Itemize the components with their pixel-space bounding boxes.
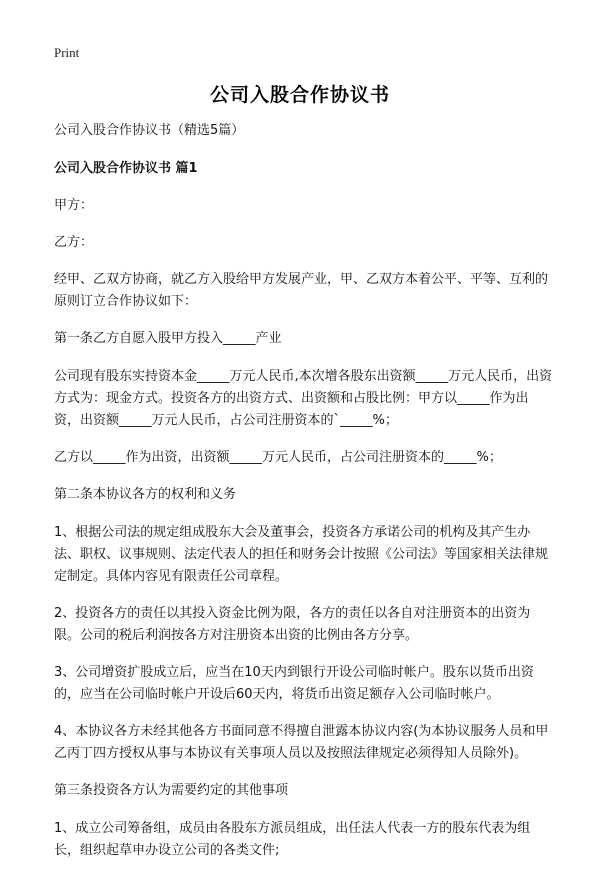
- article-2-title: 第二条本协议各方的权利和义务: [54, 487, 237, 502]
- intro-paragraph: 经甲、乙双方协商，就乙方入股给甲方发展产业，甲、乙双方本着公平、平等、互利的原则订立合作协议如下：: [54, 272, 549, 309]
- party-b-line: 乙方：: [54, 235, 94, 250]
- article-3-item-1: 1、成立公司筹备组，成员由各股东方派员组成，出任法人代表一方的股东代表为组长，组织起草申办设立公司的各类文件;: [54, 821, 531, 858]
- article-1-paragraph-1: 公司现有股东实持资本金_____万元人民币,本次增各股东出资额_____万元人民币，出资方式为：现金方式。投资各方的出资方式、出资额和占股比例：甲方以_____作为出资，出资额_____万元人民币，占公司注册资本的`_____%；: [54, 369, 553, 428]
- article-1-paragraph-2: 乙方以_____作为出资，出资额_____万元人民币，占公司注册资本的_____%；: [54, 450, 502, 465]
- article-2-item-3: 3、公司增资扩股成立后，应当在10天内到银行开设公司临时帐户。股东以货币出资的，应当在公司临时帐户开设后60天内，将货币出资足额存入公司临时帐户。: [54, 665, 534, 702]
- article-2-item-4: 4、本协议各方未经其他各方书面同意不得擅自泄露本协议内容(为本协议服务人员和甲乙丙丁四方授权从事与本协议有关事项人员以及按照法律规定必须得知人员除外)。: [54, 724, 549, 761]
- document-subtitle: 公司入股合作协议书（精选5篇）: [54, 123, 245, 138]
- party-a-line: 甲方：: [54, 198, 94, 213]
- article-3-title: 第三条投资各方认为需要约定的其他事项: [54, 783, 289, 798]
- print-link[interactable]: Print: [54, 45, 80, 60]
- section-title: 公司入股合作协议书 篇1: [54, 161, 198, 176]
- article-1-title: 第一条乙方自愿入股甲方投入_____产业: [54, 331, 282, 346]
- article-2-item-1: 1、根据公司法的规定组成股东大会及董事会，投资各方承诺公司的机构及其产生办法、职权、议事规则、法定代表人的担任和财务会计按照《公司法》等国家相关法律规定制定。具体内容见有限责任公司章程。: [54, 525, 549, 584]
- article-2-item-2: 2、投资各方的责任以其投入资金比例为限，各方的责任以各自对注册资本的出资为限。公司的税后利润按各方对注册资本出资的比例由各方分享。: [54, 606, 531, 643]
- document-title: 公司入股合作协议书: [209, 84, 390, 106]
- document-body: [54, 120, 554, 877]
